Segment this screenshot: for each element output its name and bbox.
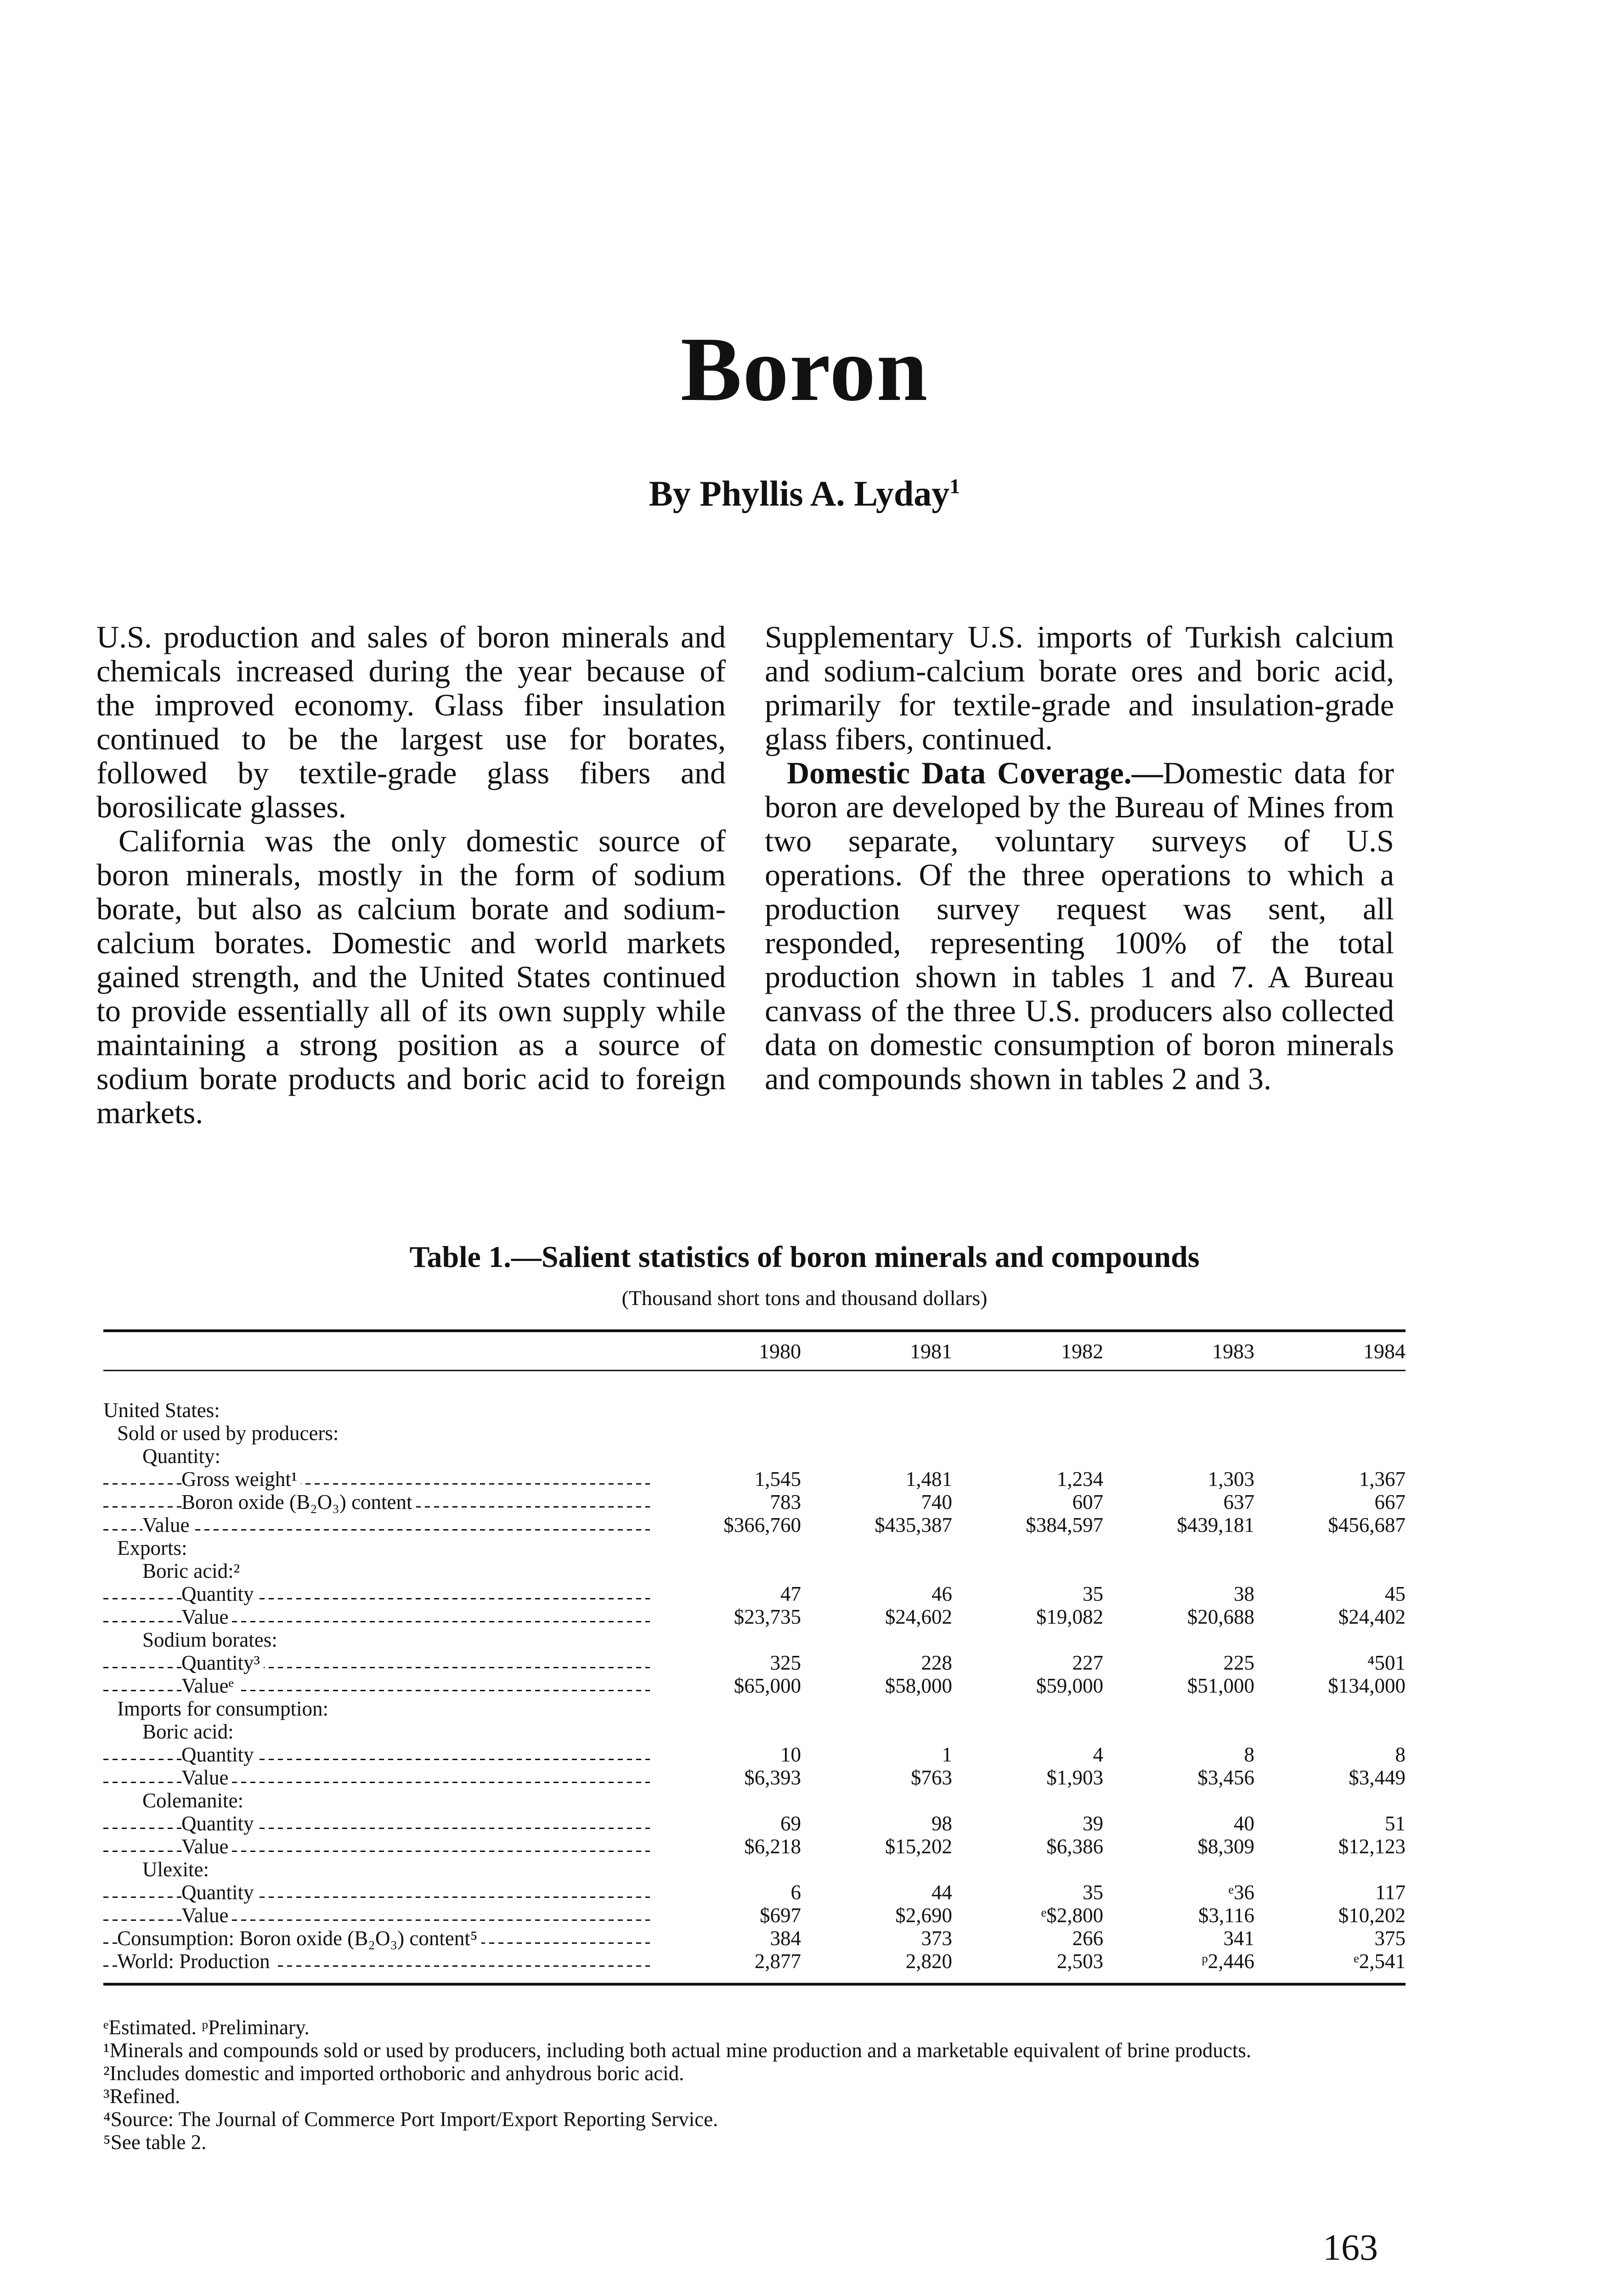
table-cell: 45 bbox=[1385, 1582, 1406, 1605]
table-cell: 35 bbox=[1083, 1582, 1103, 1605]
table-cell: 39 bbox=[1083, 1812, 1103, 1835]
row-label bbox=[103, 1881, 650, 1904]
table-cell: $3,116 bbox=[1198, 1904, 1254, 1927]
table-row bbox=[103, 1858, 1406, 1881]
table-cell bbox=[952, 1422, 1103, 1445]
table-cell bbox=[952, 1697, 1103, 1720]
table-cell bbox=[952, 1789, 1103, 1812]
table-cell: $8,309 bbox=[1197, 1835, 1254, 1858]
table-cell bbox=[1103, 1858, 1254, 1881]
row-label-text: Boric acid:² bbox=[142, 1559, 243, 1582]
table-cell bbox=[801, 1628, 952, 1651]
table-cell bbox=[650, 1536, 801, 1559]
table-cell bbox=[1103, 1422, 1254, 1445]
table-cell: 117 bbox=[1375, 1881, 1406, 1904]
row-label-text: Value bbox=[142, 1514, 193, 1536]
column-header-year: 1982 bbox=[1061, 1339, 1103, 1363]
table-cell: 47 bbox=[780, 1582, 801, 1605]
row-label-text: Ulexite: bbox=[142, 1858, 213, 1881]
table-cell: 740 bbox=[921, 1491, 952, 1514]
table-cell: 40 bbox=[1234, 1812, 1254, 1835]
footnote: ᵉEstimated. ᵖPreliminary. bbox=[103, 2016, 310, 2039]
table-cell: 1,481 bbox=[905, 1468, 952, 1491]
table-row bbox=[103, 1514, 1406, 1536]
table-cell: 35 bbox=[1083, 1881, 1103, 1904]
table-cell: $20,688 bbox=[1187, 1605, 1254, 1628]
column-header-year: 1984 bbox=[1363, 1339, 1406, 1363]
table-row bbox=[103, 1904, 1406, 1927]
author-name: By Phyllis A. Lyday bbox=[649, 473, 950, 513]
row-label bbox=[103, 1422, 650, 1445]
table-cell: $59,000 bbox=[1036, 1674, 1103, 1697]
row-label-text: Sold or used by producers: bbox=[117, 1422, 342, 1445]
section-heading: Domestic Data Coverage. bbox=[787, 755, 1132, 790]
table-cell bbox=[952, 1720, 1103, 1743]
table-title: Table 1.—Salient statistics of boron minerals and compounds bbox=[409, 1240, 1200, 1274]
table-cell: 51 bbox=[1385, 1812, 1406, 1835]
table-units: (Thousand short tons and thousand dollars) bbox=[621, 1286, 988, 1310]
paragraph: California was the only domestic source of boron minerals, mostly in the form of sodium borate, but also as calcium borate and sodium-calcium borates. Domestic and world markets gained strength, and the United States continued to provide essentially all of its own supply while maintaining a strong position as a source of sodium borate products and boric acid to foreign markets. bbox=[96, 823, 726, 1130]
table-row bbox=[103, 1835, 1406, 1858]
table-row bbox=[103, 1628, 1406, 1651]
table-cell: $763 bbox=[911, 1766, 952, 1789]
row-label bbox=[103, 1697, 650, 1720]
table-cell: $2,690 bbox=[895, 1904, 952, 1927]
table-row bbox=[103, 1674, 1406, 1697]
row-label bbox=[103, 1927, 650, 1950]
row-label bbox=[103, 1559, 650, 1582]
row-label-text: Sodium borates: bbox=[142, 1628, 281, 1651]
row-label bbox=[103, 1399, 650, 1422]
table-row bbox=[103, 1697, 1406, 1720]
table-cell: ᵖ2,446 bbox=[1201, 1950, 1254, 1973]
table-cell: 227 bbox=[1072, 1651, 1103, 1674]
row-label-text: Imports for consumption: bbox=[117, 1697, 332, 1720]
paragraph: U.S. production and sales of boron minerals and chemicals increased during the year because of the improved economy. Glass fiber insulation continued to be the largest use for borates, followed by textile-grade glass fibers and borosilicate glasses. bbox=[96, 619, 726, 824]
table-cell: ᵉ2,541 bbox=[1354, 1950, 1406, 1973]
row-label-text: Value bbox=[181, 1904, 232, 1927]
table-cell: 2,820 bbox=[905, 1950, 952, 1973]
table-cell bbox=[650, 1559, 801, 1582]
table-cell bbox=[1103, 1789, 1254, 1812]
table-cell: $384,597 bbox=[1026, 1514, 1103, 1536]
table-cell bbox=[1254, 1858, 1406, 1881]
table-cell bbox=[1103, 1720, 1254, 1743]
table-cell: $15,202 bbox=[885, 1835, 952, 1858]
table-cell bbox=[650, 1697, 801, 1720]
table-cell bbox=[1103, 1628, 1254, 1651]
row-label bbox=[103, 1582, 650, 1605]
row-label bbox=[103, 1950, 650, 1973]
table-cell: $435,387 bbox=[875, 1514, 952, 1536]
row-label-text: Colemanite: bbox=[142, 1789, 247, 1812]
table-cell bbox=[952, 1559, 1103, 1582]
table-cell: 44 bbox=[932, 1881, 952, 1904]
table-cell: 6 bbox=[790, 1881, 801, 1904]
footnote: ⁴Source: The Journal of Commerce Port Import/Export Reporting Service. bbox=[103, 2108, 718, 2131]
footnote: ⁵See table 2. bbox=[103, 2131, 207, 2154]
page-title: Boron bbox=[680, 319, 929, 420]
table-row bbox=[103, 1399, 1406, 1422]
table-cell: 69 bbox=[780, 1812, 801, 1835]
table-cell: 1,545 bbox=[754, 1468, 801, 1491]
table-cell bbox=[952, 1399, 1103, 1422]
column-header-year: 1981 bbox=[910, 1339, 952, 1363]
table-cell bbox=[801, 1858, 952, 1881]
table-cell bbox=[952, 1858, 1103, 1881]
page-number: 163 bbox=[1323, 2228, 1378, 2268]
table-cell bbox=[1103, 1445, 1254, 1468]
row-label-text: Quantity: bbox=[142, 1445, 224, 1468]
table-cell bbox=[952, 1536, 1103, 1559]
table-cell: $51,000 bbox=[1187, 1674, 1254, 1697]
table-cell: $6,386 bbox=[1046, 1835, 1103, 1858]
table-cell: 1,367 bbox=[1359, 1468, 1406, 1491]
table-cell: $456,687 bbox=[1328, 1514, 1406, 1536]
table-cell: 607 bbox=[1072, 1491, 1103, 1514]
table-cell bbox=[650, 1720, 801, 1743]
table-cell: $3,449 bbox=[1349, 1766, 1406, 1789]
table-cell bbox=[1103, 1399, 1254, 1422]
table-cell bbox=[1254, 1536, 1406, 1559]
table-row bbox=[103, 1468, 1406, 1491]
table-cell: 38 bbox=[1234, 1582, 1254, 1605]
table-row bbox=[103, 1491, 1406, 1514]
table-row bbox=[103, 1950, 1406, 1973]
table-cell: 667 bbox=[1374, 1491, 1406, 1514]
table-cell: 8 bbox=[1244, 1743, 1254, 1766]
row-label bbox=[103, 1651, 650, 1674]
table-body bbox=[103, 1371, 1406, 1983]
table-row bbox=[103, 1720, 1406, 1743]
table-cell: $366,760 bbox=[723, 1514, 801, 1536]
table-row bbox=[103, 1559, 1406, 1582]
row-label-text: Value bbox=[181, 1835, 232, 1858]
row-label bbox=[103, 1743, 650, 1766]
table-cell bbox=[801, 1559, 952, 1582]
table-cell: 4 bbox=[1093, 1743, 1103, 1766]
table-row bbox=[103, 1582, 1406, 1605]
table-cell bbox=[1254, 1628, 1406, 1651]
row-label bbox=[103, 1858, 650, 1881]
salient-statistics-table bbox=[103, 1329, 1406, 1986]
table-cell bbox=[1254, 1559, 1406, 1582]
row-label bbox=[103, 1789, 650, 1812]
table-row bbox=[103, 1605, 1406, 1628]
heading-dash: — bbox=[1131, 755, 1163, 790]
row-label-text: Gross weight¹ bbox=[181, 1468, 301, 1491]
table-cell bbox=[650, 1422, 801, 1445]
left-column bbox=[96, 620, 726, 1130]
row-label-text: Quantity³ bbox=[181, 1651, 264, 1674]
row-label-text: Quantity bbox=[181, 1582, 257, 1605]
table-cell bbox=[801, 1720, 952, 1743]
table-cell: $65,000 bbox=[734, 1674, 801, 1697]
table-cell: $1,903 bbox=[1046, 1766, 1103, 1789]
table-cell bbox=[650, 1858, 801, 1881]
table-cell: 637 bbox=[1223, 1491, 1254, 1514]
table-cell bbox=[1103, 1697, 1254, 1720]
table-cell: $24,402 bbox=[1338, 1605, 1406, 1628]
table-cell bbox=[801, 1789, 952, 1812]
column-header-year: 1980 bbox=[759, 1339, 801, 1363]
table-cell bbox=[801, 1445, 952, 1468]
table-cell: $10,202 bbox=[1338, 1904, 1406, 1927]
table-cell: $6,393 bbox=[744, 1766, 801, 1789]
table-cell: 10 bbox=[780, 1743, 801, 1766]
table-cell: 2,503 bbox=[1056, 1950, 1103, 1973]
table-row bbox=[103, 1536, 1406, 1559]
table-row bbox=[103, 1422, 1406, 1445]
table-cell bbox=[1254, 1720, 1406, 1743]
column-header-year: 1983 bbox=[1212, 1339, 1254, 1363]
table-cell bbox=[801, 1399, 952, 1422]
table-cell: $23,735 bbox=[734, 1605, 801, 1628]
table-row bbox=[103, 1812, 1406, 1835]
table-cell bbox=[801, 1536, 952, 1559]
row-label-text: Value bbox=[181, 1605, 232, 1628]
table-cell: 1 bbox=[942, 1743, 952, 1766]
table-row bbox=[103, 1445, 1406, 1468]
row-label bbox=[103, 1628, 650, 1651]
row-label bbox=[103, 1536, 650, 1559]
row-label-text: United States: bbox=[103, 1399, 224, 1422]
table-cell: ᵉ36 bbox=[1228, 1881, 1254, 1904]
table-cell: 228 bbox=[921, 1651, 952, 1674]
paragraph: Supplementary U.S. imports of Turkish calcium and sodium-calcium borate ores and boric acid, primarily for textile-grade and insulation-grade glass fibers, continued. bbox=[765, 619, 1394, 756]
table-cell bbox=[650, 1399, 801, 1422]
table-cell: $439,181 bbox=[1177, 1514, 1254, 1536]
row-label-text: Value bbox=[181, 1766, 232, 1789]
table-cell bbox=[650, 1445, 801, 1468]
row-label-text: Consumption: Boron oxide (B₂O₃) content⁵ bbox=[117, 1927, 481, 1950]
table-cell bbox=[1103, 1536, 1254, 1559]
table-cell bbox=[650, 1789, 801, 1812]
table-cell: ⁴501 bbox=[1367, 1651, 1406, 1674]
row-label-text: Boron oxide (B₂O₃) content bbox=[181, 1491, 416, 1514]
table-cell bbox=[801, 1422, 952, 1445]
row-label bbox=[103, 1720, 650, 1743]
table-cell: $24,602 bbox=[885, 1605, 952, 1628]
table-cell bbox=[1254, 1422, 1406, 1445]
row-label-text: Quantity bbox=[181, 1743, 257, 1766]
table-cell: $3,456 bbox=[1197, 1766, 1254, 1789]
right-column bbox=[765, 620, 1394, 1096]
row-label bbox=[103, 1674, 650, 1697]
footnote: ¹Minerals and compounds sold or used by producers, including both actual mine production and a marketable equivalent of brine products. bbox=[103, 2039, 1252, 2062]
table-row bbox=[103, 1743, 1406, 1766]
table-cell: 341 bbox=[1223, 1927, 1254, 1950]
row-label-text: Quantity bbox=[181, 1881, 257, 1904]
table-cell: 2,877 bbox=[754, 1950, 801, 1973]
row-label bbox=[103, 1904, 650, 1927]
table-cell: 1,303 bbox=[1208, 1468, 1254, 1491]
row-label bbox=[103, 1514, 650, 1536]
table-cell: 373 bbox=[921, 1927, 952, 1950]
row-label-text: Quantity bbox=[181, 1812, 257, 1835]
table-cell: $6,218 bbox=[744, 1835, 801, 1858]
table-cell: $58,000 bbox=[885, 1674, 952, 1697]
table-cell bbox=[952, 1445, 1103, 1468]
footnote: ³Refined. bbox=[103, 2085, 181, 2108]
paragraph-body: Domestic data for boron are developed by the Bureau of Mines from two separate, voluntary surveys of U.S operations. Of the three operations to which a production survey request was sent, all responded, representing 100% of the total production shown in tables 1 and 7. A Bureau canvass of the three U.S. producers also collected data on domestic consumption of boron minerals and compounds shown in tables 2 and 3. bbox=[765, 755, 1394, 1096]
row-label-text: Boric acid: bbox=[142, 1720, 237, 1743]
paragraph-domestic-data bbox=[765, 756, 1394, 1096]
table-cell bbox=[1254, 1399, 1406, 1422]
table-cell bbox=[952, 1628, 1103, 1651]
table-cell: $134,000 bbox=[1328, 1674, 1406, 1697]
table-cell: $697 bbox=[760, 1904, 801, 1927]
row-label bbox=[103, 1812, 650, 1835]
table-header-row bbox=[103, 1332, 1406, 1370]
table-cell: 783 bbox=[770, 1491, 801, 1514]
table-cell: 8 bbox=[1395, 1743, 1406, 1766]
table-cell: 1,234 bbox=[1056, 1468, 1103, 1491]
table-cell: 325 bbox=[770, 1651, 801, 1674]
table-cell: 46 bbox=[932, 1582, 952, 1605]
author-footnote-marker: 1 bbox=[949, 474, 960, 498]
row-label bbox=[103, 1491, 650, 1514]
row-label bbox=[103, 1468, 650, 1491]
table-cell bbox=[1254, 1697, 1406, 1720]
table-row bbox=[103, 1766, 1406, 1789]
row-label bbox=[103, 1766, 650, 1789]
table-footnotes bbox=[103, 2016, 1406, 2154]
row-label bbox=[103, 1445, 650, 1468]
row-label bbox=[103, 1835, 650, 1858]
byline bbox=[0, 473, 1609, 514]
table-row bbox=[103, 1881, 1406, 1904]
footnote: ²Includes domestic and imported orthoboric and anhydrous boric acid. bbox=[103, 2062, 684, 2085]
table-cell bbox=[1254, 1789, 1406, 1812]
table-cell: $19,082 bbox=[1036, 1605, 1103, 1628]
table-cell bbox=[650, 1628, 801, 1651]
table-row bbox=[103, 1789, 1406, 1812]
table-bottom-rule bbox=[103, 1983, 1406, 1986]
table-cell bbox=[1103, 1559, 1254, 1582]
row-label-text: Valueᵉ bbox=[181, 1674, 237, 1697]
table-cell: 266 bbox=[1072, 1927, 1103, 1950]
table-row bbox=[103, 1651, 1406, 1674]
table-row bbox=[103, 1927, 1406, 1950]
table-cell bbox=[1254, 1445, 1406, 1468]
row-label bbox=[103, 1605, 650, 1628]
table-cell: 98 bbox=[932, 1812, 952, 1835]
table-cell: 384 bbox=[770, 1927, 801, 1950]
table-cell: 375 bbox=[1374, 1927, 1406, 1950]
table-cell bbox=[801, 1697, 952, 1720]
table-cell: 225 bbox=[1223, 1651, 1254, 1674]
row-label-text: World: Production bbox=[117, 1950, 274, 1973]
row-label-text: Exports: bbox=[117, 1536, 191, 1559]
table-cell: ᵉ$2,800 bbox=[1041, 1904, 1103, 1927]
table-cell: $12,123 bbox=[1338, 1835, 1406, 1858]
